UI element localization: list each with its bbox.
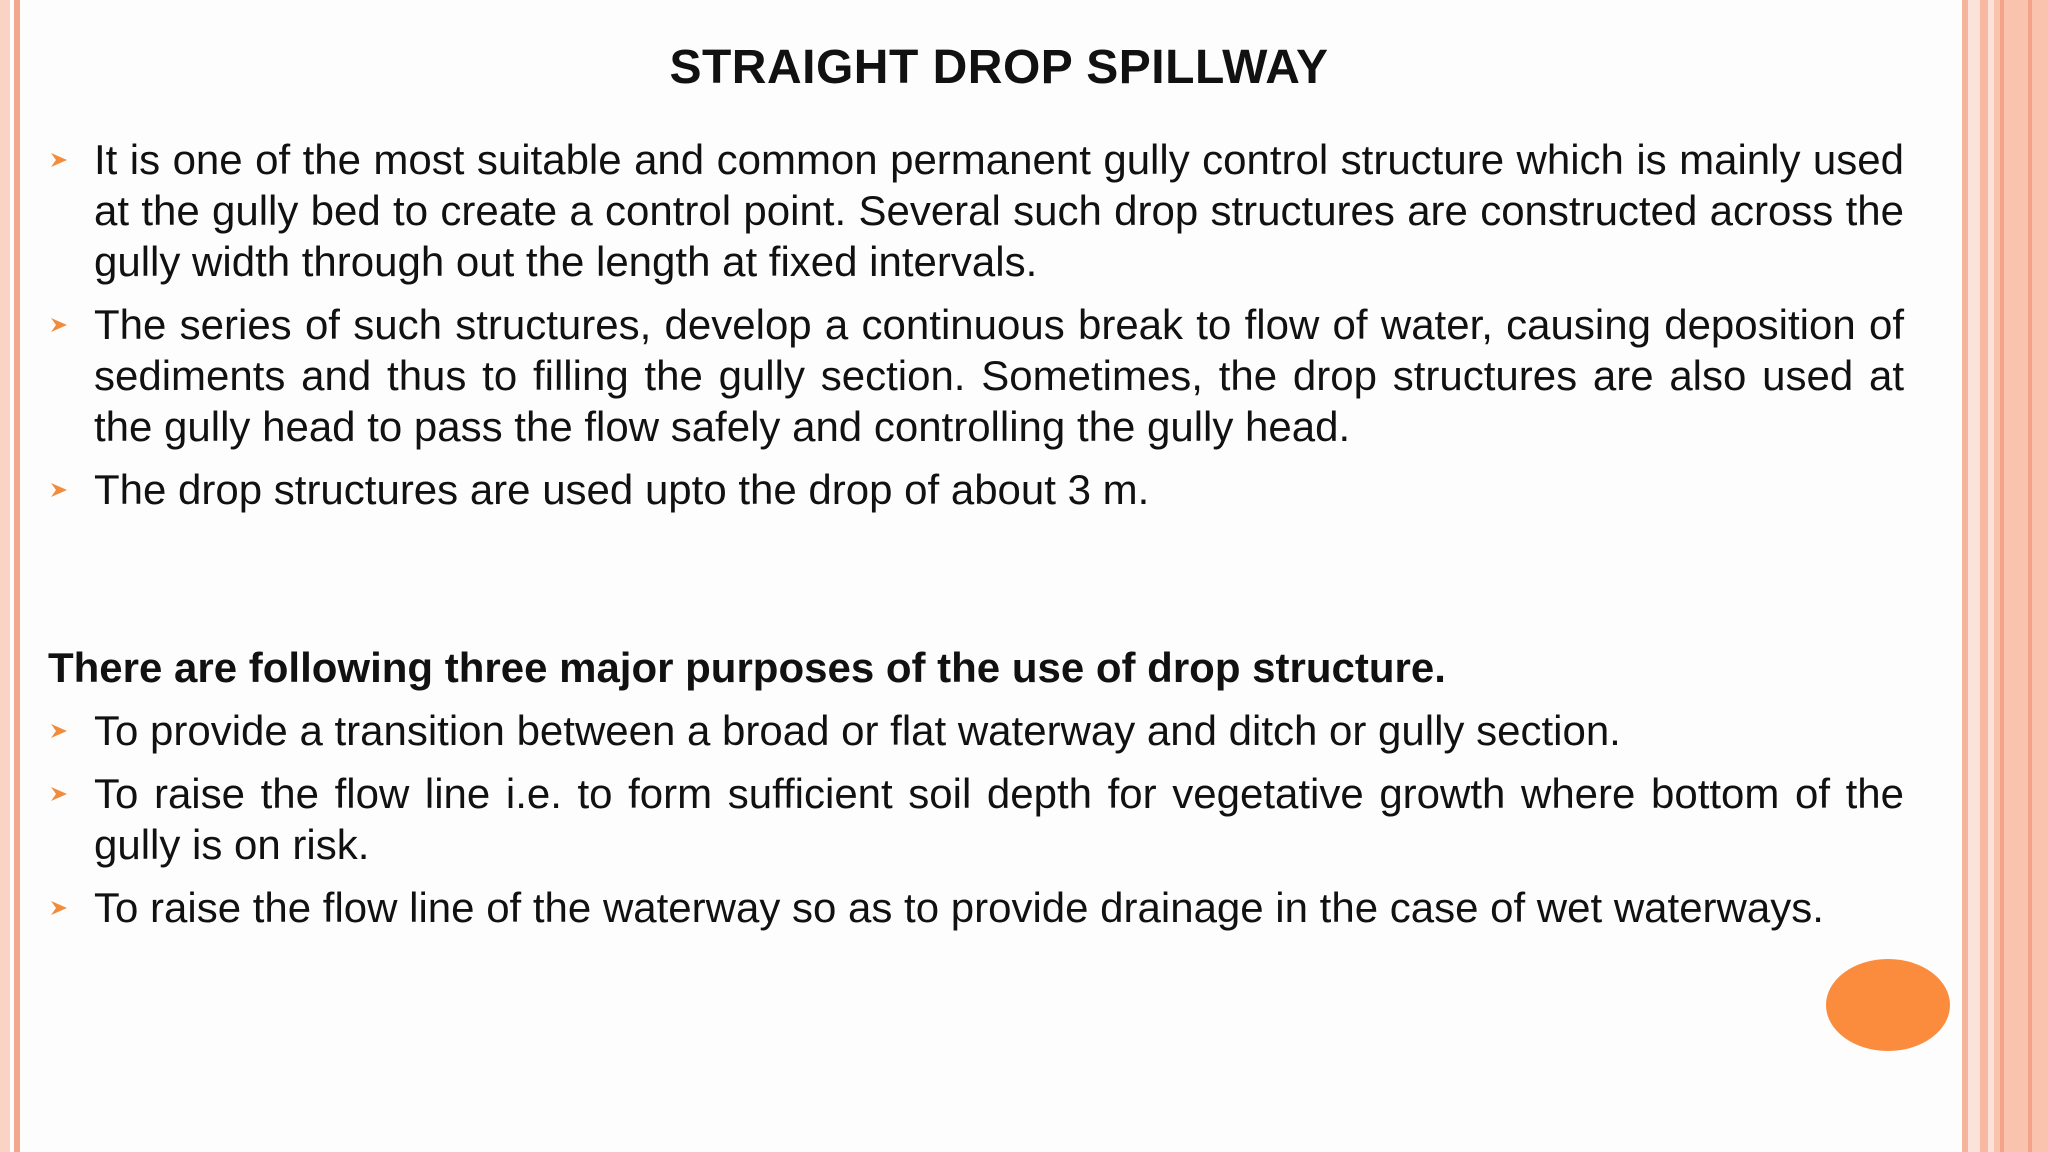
arrowhead-bullet-icon <box>48 897 70 919</box>
bullet-text: The drop structures are used upto the drop of about 3 m. <box>94 466 1150 513</box>
arrowhead-bullet-icon <box>48 720 70 742</box>
right-border-stripe <box>2000 0 2004 1152</box>
list-item <box>48 705 1904 756</box>
bullet-text: To provide a transition between a broad or flat waterway and ditch or gully section. <box>94 707 1621 754</box>
bullet-text: It is one of the most suitable and common permanent gully control structure which is mainly used at the gully bed to create a control point. Several such drop structures are constructed across the gully width through out the length at fixed intervals. <box>94 136 1904 285</box>
arrowhead-bullet-icon <box>48 479 70 501</box>
bullet-text: To raise the flow line i.e. to form sufficient soil depth for vegetative growth where bottom of the gully is on risk. <box>94 770 1904 868</box>
right-border-stripe <box>2028 0 2032 1152</box>
bullet-text: The series of such structures, develop a continuous break to flow of water, causing deposition of sediments and thus to filling the gully section. Sometimes, the drop structures are also used at the gully head to pass the flow safely and controlling the gully head. <box>94 301 1904 450</box>
arrowhead-bullet-icon <box>48 314 70 336</box>
list-item <box>48 134 1904 287</box>
intro-bullet-list <box>48 134 1904 515</box>
left-border-line <box>14 0 20 1152</box>
purposes-heading: There are following three major purposes of the use of drop structure. <box>48 644 1446 691</box>
arrowhead-bullet-icon <box>48 783 70 805</box>
slide-title: STRAIGHT DROP SPILLWAY <box>669 41 1329 94</box>
left-border-band <box>0 0 10 1152</box>
purpose-bullet-list <box>48 705 1904 945</box>
right-border-stripe <box>1962 0 1968 1152</box>
list-item <box>48 464 1904 515</box>
bullet-text: To raise the flow line of the waterway so as to provide drainage in the case of wet waterways. <box>94 884 1824 931</box>
list-item <box>48 768 1904 870</box>
orange-accent-dot <box>1826 959 1950 1051</box>
list-item <box>48 299 1904 452</box>
arrowhead-bullet-icon <box>48 149 70 171</box>
list-item <box>48 882 1904 933</box>
right-border-stripe <box>1980 0 1988 1152</box>
